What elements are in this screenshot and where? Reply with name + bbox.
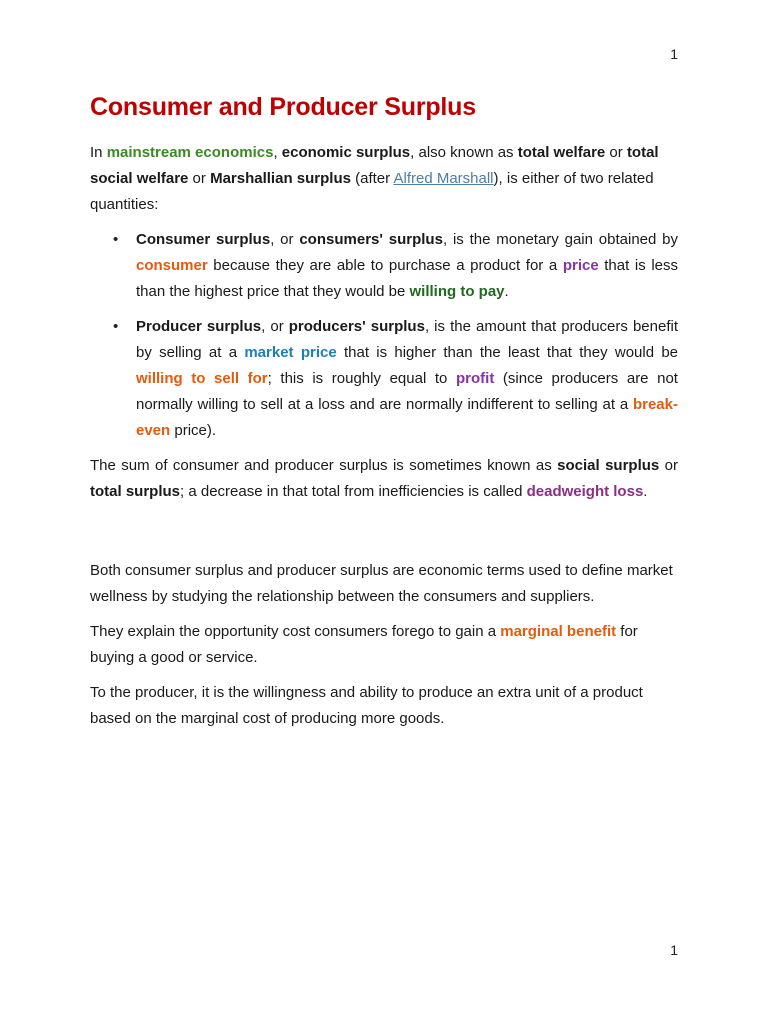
term-consumer: consumer [136,257,208,274]
list-item-producer-surplus: • Producer surplus, or producers' surplus, is the amount that producers benefit by selling at a market price that is higher than the least that they would be willing to sell for; this is roughly equal to profit (since producers are not normally willing to sell at a loss and are normally indifferent to selling at a break-even price). [136,314,678,444]
term-total-welfare: total welfare [517,144,606,161]
intro-paragraph: In mainstream economics, economic surplus, also known as total welfare or total social welfare or Marshallian surplus (after Alfred Marshall), is either of two related quantities: [90,144,659,213]
term-marshallian-surplus: Marshallian surplus [210,170,351,187]
both-paragraph: Both consumer surplus and producer surplus are economic terms used to define market wellness by studying the relationship between the consumers and suppliers. [90,562,673,605]
page-number-bottom: 1 [670,942,678,958]
term-social-surplus: social surplus [557,457,660,474]
term-willing-to-sell-for: willing to sell for [136,370,268,387]
term-total-surplus: total surplus [90,483,181,500]
term-total-social-welfare: total social welfare [90,144,659,187]
term-market-price: market price [244,344,337,361]
surplus-list [90,227,678,444]
document-body [90,92,678,741]
term-willing-to-pay: willing to pay [409,283,505,300]
page-number-top: 1 [670,46,678,62]
sum-paragraph: The sum of consumer and producer surplus is sometimes known as social surplus or total surplus; a decrease in that total from inefficiencies is called deadweight loss. [90,457,678,500]
list-item-consumer-surplus: • Consumer surplus, or consumers' surplus, is the monetary gain obtained by consumer because they are able to purchase a product for a price that is less than the highest price that they would be willing to pay. [136,227,678,305]
term-price: price [562,257,599,274]
term-deadweight-loss: deadweight loss [526,483,644,500]
term-break-even: break-even [136,396,678,439]
producer-paragraph: To the producer, it is the willingness and ability to produce an extra unit of a product based on the marginal cost of producing more goods. [90,684,643,727]
term-profit: profit [456,370,495,387]
spacer [90,514,678,558]
term-marginal-benefit: marginal benefit [500,623,617,640]
page-title: Consumer and Producer Surplus [90,93,476,121]
term-mainstream-economics: mainstream economics [106,144,274,161]
term-economic-surplus: economic surplus [281,144,411,161]
explain-paragraph: They explain the opportunity cost consumers forego to gain a marginal benefit for buying a good or service. [90,623,638,666]
alfred-marshall-link[interactable]: Alfred Marshall [393,170,494,187]
